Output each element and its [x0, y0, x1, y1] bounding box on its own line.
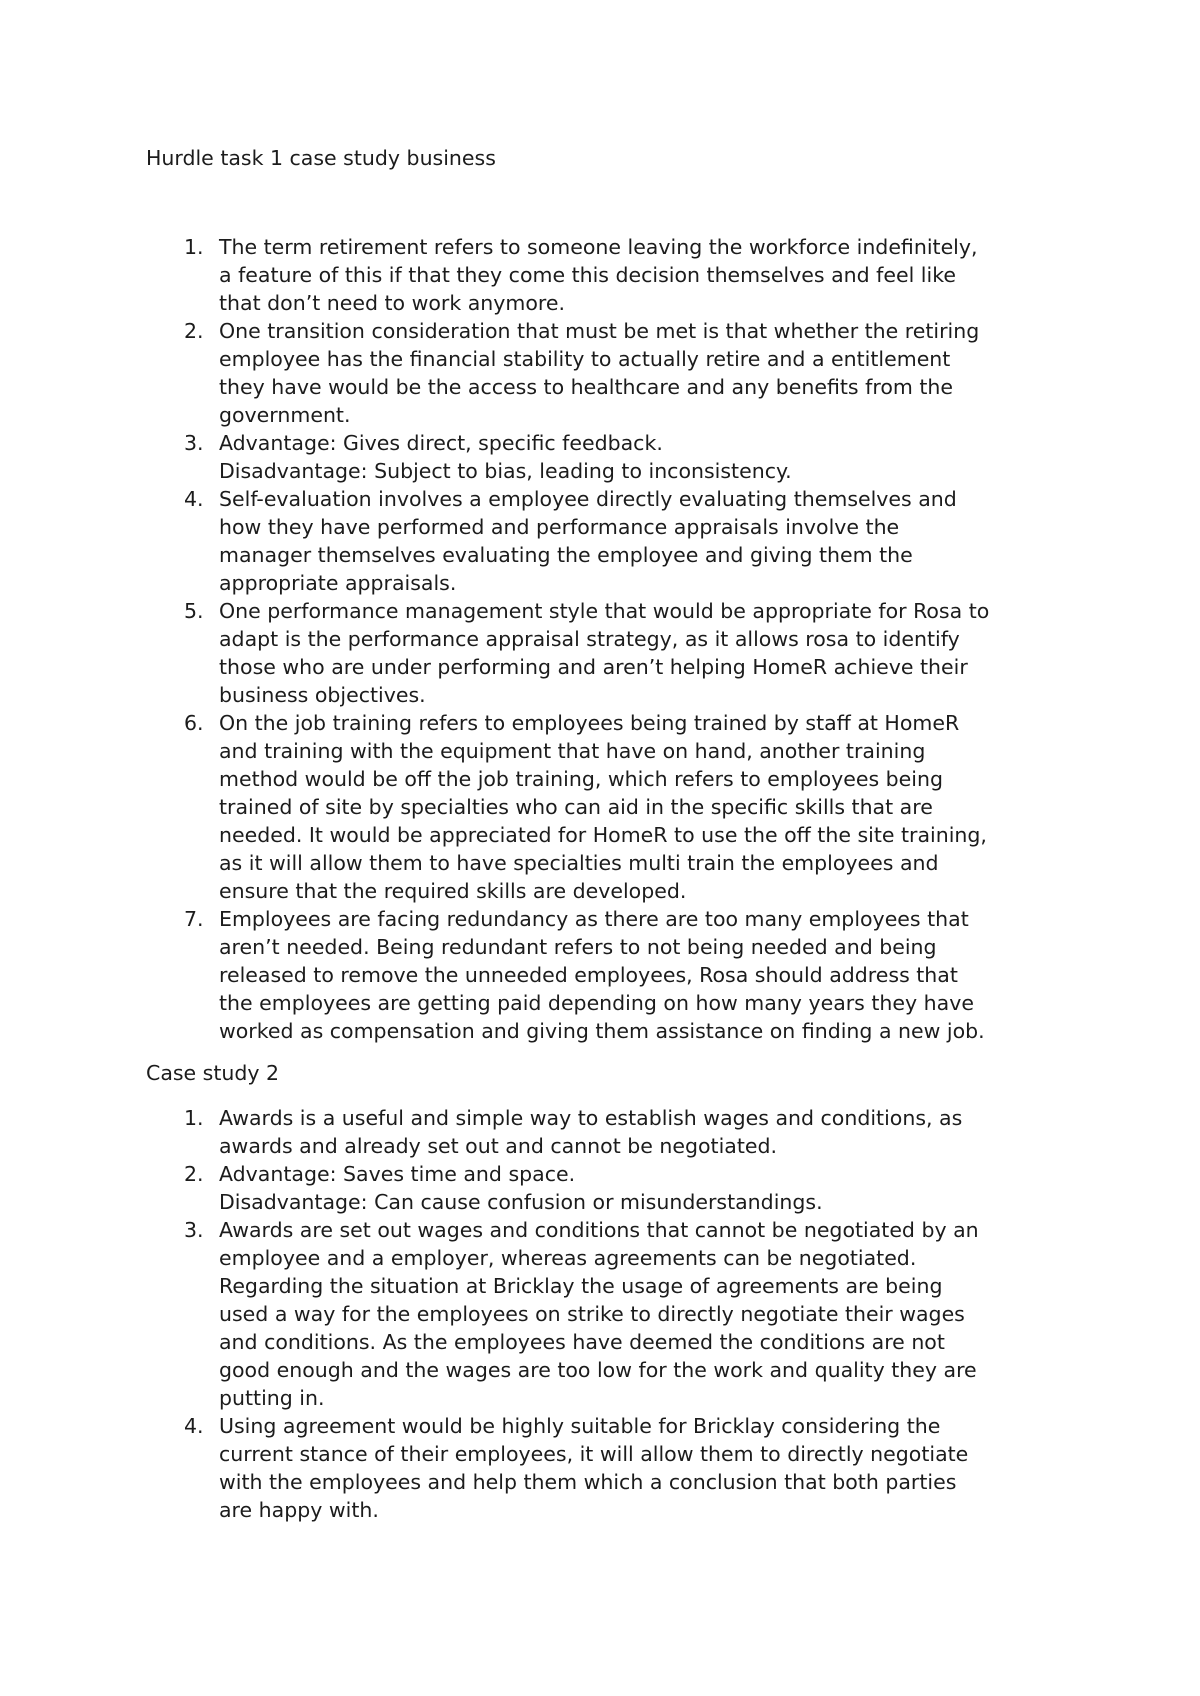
list-item-text-line: current stance of their employees, it will allow them to directly negotiate [219, 1442, 969, 1466]
list-item-text-line: method would be off the job training, which refers to employees being [219, 767, 943, 791]
list-item-text-line: aren’t needed. Being redundant refers to not being needed and being [219, 935, 937, 959]
list-item-text-line: One performance management style that would be appropriate for Rosa to [219, 599, 990, 623]
list-item-text-line: used a way for the employees on strike to directly negotiate their wages [219, 1302, 965, 1326]
list-item-text-line: Disadvantage: Can cause confusion or misunderstandings. [219, 1190, 823, 1214]
list-item [146, 1216, 1106, 1412]
document-title: Hurdle task 1 case study business [146, 146, 496, 170]
list-item-text-line: worked as compensation and giving them assistance on finding a new job. [219, 1019, 985, 1043]
list-item [146, 317, 1106, 429]
list-item [146, 1160, 1106, 1216]
list-item-text-line: Advantage: Saves time and space. [219, 1162, 576, 1186]
list-item-text-line: On the job training refers to employees being trained by staff at HomeR [219, 711, 960, 735]
list-item-text-line: and training with the equipment that have on hand, another training [219, 739, 926, 763]
list-item [146, 233, 1106, 317]
list-item-text-line: trained of site by specialties who can aid in the specific skills that are [219, 795, 933, 819]
list-item-text-line: those who are under performing and aren’t helping HomeR achieve their [219, 655, 968, 679]
list-item-text-line: Using agreement would be highly suitable for Bricklay considering the [219, 1414, 941, 1438]
list-item-text-line: awards and already set out and cannot be negotiated. [219, 1134, 778, 1158]
list-item-text-line: Self-evaluation involves a employee directly evaluating themselves and [219, 487, 957, 511]
list-item [146, 597, 1106, 709]
list-item-text-line: the employees are getting paid depending on how many years they have [219, 991, 974, 1015]
list-item-number: 6. [184, 711, 204, 735]
case-study-2-title: Case study 2 [146, 1061, 280, 1085]
list-item-number: 1. [184, 1106, 204, 1130]
list-item-number: 1. [184, 235, 204, 259]
list-item-number: 7. [184, 907, 204, 931]
list-item-text-line: Advantage: Gives direct, specific feedback. [219, 431, 663, 455]
list-item-text-line: One transition consideration that must be met is that whether the retiring [219, 319, 980, 343]
list-item-text-line: ensure that the required skills are developed. [219, 879, 687, 903]
list-item-text-line: with the employees and help them which a conclusion that both parties [219, 1470, 957, 1494]
list-item-number: 5. [184, 599, 204, 623]
list-item-number: 2. [184, 1162, 204, 1186]
list-item [146, 709, 1106, 905]
list-item-number: 4. [184, 1414, 204, 1438]
list-item-text-line: and conditions. As the employees have deemed the conditions are not [219, 1330, 945, 1354]
list-item-number: 4. [184, 487, 204, 511]
list-item-text-line: Regarding the situation at Bricklay the usage of agreements are being [219, 1274, 943, 1298]
list-item-text-line: released to remove the unneeded employees, Rosa should address that [219, 963, 958, 987]
list-item-text-line: appropriate appraisals. [219, 571, 457, 595]
case-study-1-list [146, 233, 1106, 1045]
list-item-text-line: are happy with. [219, 1498, 379, 1522]
list-item-number: 3. [184, 431, 204, 455]
list-item-text-line: a feature of this if that they come this decision themselves and feel like [219, 263, 956, 287]
list-item-text-line: that don’t need to work anymore. [219, 291, 566, 315]
list-item [146, 905, 1106, 1045]
list-item-text-line: they have would be the access to healthcare and any benefits from the [219, 375, 953, 399]
list-item-text-line: Awards are set out wages and conditions that cannot be negotiated by an [219, 1218, 979, 1242]
list-item-text-line: manager themselves evaluating the employee and giving them the [219, 543, 913, 567]
list-item-text-line: employee has the financial stability to actually retire and a entitlement [219, 347, 951, 371]
list-item [146, 485, 1106, 597]
list-item-text-line: as it will allow them to have specialties multi train the employees and [219, 851, 939, 875]
list-item-text-line: Awards is a useful and simple way to establish wages and conditions, as [219, 1106, 963, 1130]
list-item-text-line: Employees are facing redundancy as there are too many employees that [219, 907, 969, 931]
list-item-text-line: Disadvantage: Subject to bias, leading to inconsistency. [219, 459, 792, 483]
list-item-text-line: good enough and the wages are too low for the work and quality they are [219, 1358, 977, 1382]
list-item-number: 3. [184, 1218, 204, 1242]
list-item-text-line: employee and a employer, whereas agreements can be negotiated. [219, 1246, 917, 1270]
list-item [146, 1104, 1106, 1160]
list-item-text-line: putting in. [219, 1386, 325, 1410]
list-item [146, 1412, 1106, 1524]
list-item-text-line: government. [219, 403, 351, 427]
list-item-text-line: how they have performed and performance appraisals involve the [219, 515, 900, 539]
list-item-text-line: needed. It would be appreciated for HomeR to use the off the site training, [219, 823, 987, 847]
case-study-2-list [146, 1104, 1106, 1524]
list-item-number: 2. [184, 319, 204, 343]
list-item [146, 429, 1106, 485]
list-item-text-line: adapt is the performance appraisal strategy, as it allows rosa to identify [219, 627, 960, 651]
list-item-text-line: business objectives. [219, 683, 426, 707]
list-item-text-line: The term retirement refers to someone leaving the workforce indefinitely, [219, 235, 978, 259]
